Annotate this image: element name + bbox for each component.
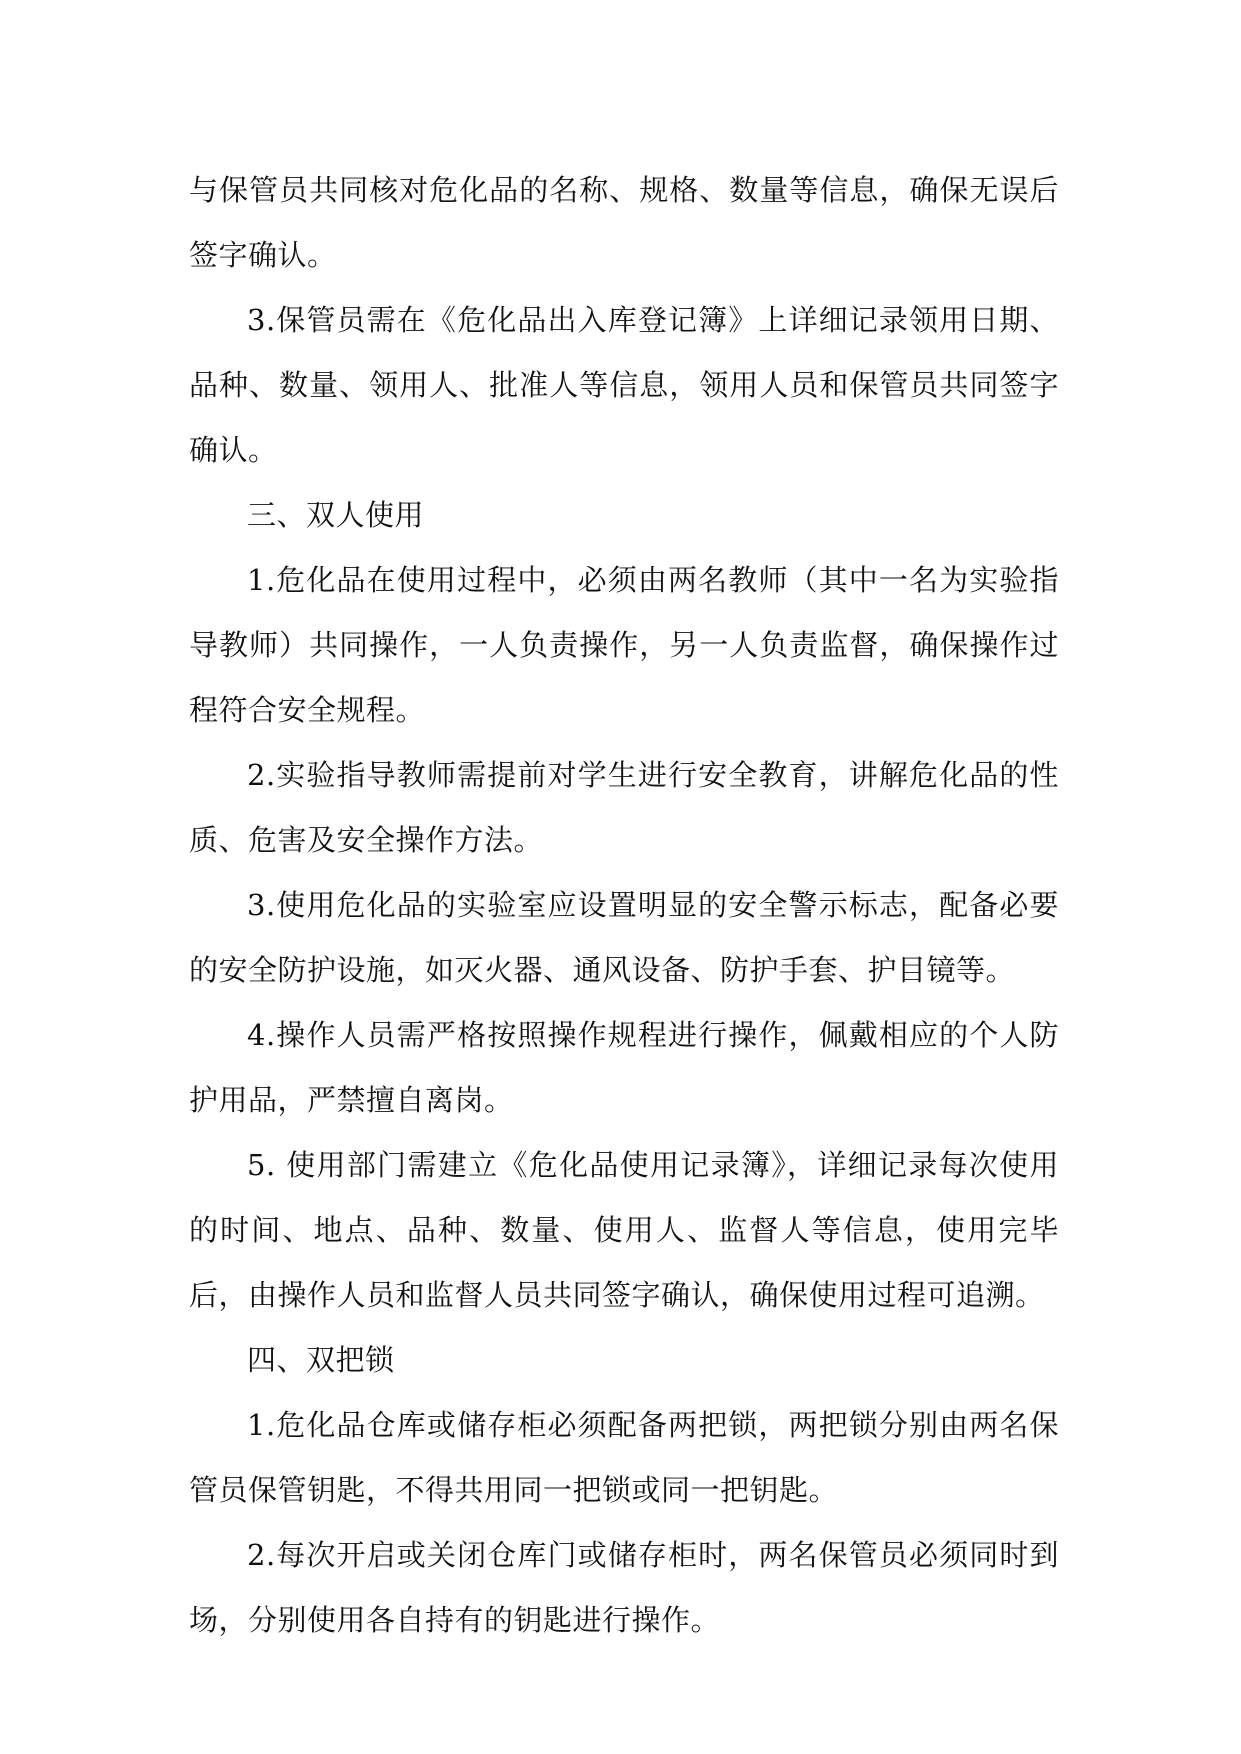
paragraph-item: 1.危化品仓库或储存柜必须配备两把锁，两把锁分别由两名保管员保管钥匙，不得共用同一把锁或同一把钥匙。 xyxy=(189,1408,1059,1507)
paragraph-item: 1.危化品在使用过程中，必须由两名教师（其中一名为实验指导教师）共同操作，一人负责操作，另一人负责监督，确保操作过程符合安全规程。 xyxy=(189,563,1059,727)
paragraph-item: 2.每次开启或关闭仓库门或储存柜时，两名保管员必须同时到场，分别使用各自持有的钥匙进行操作。 xyxy=(189,1538,1059,1637)
document-body xyxy=(189,158,1059,1653)
paragraph-item: 3.保管员需在《危化品出入库登记簿》上详细记录领用日期、品种、数量、领用人、批准人等信息，领用人员和保管员共同签字确认。 xyxy=(189,303,1059,467)
paragraph-item: 3.使用危化品的实验室应设置明显的安全警示标志，配备必要的安全防护设施，如灭火器、通风设备、防护手套、护目镜等。 xyxy=(189,888,1059,987)
paragraph-continuation: 与保管员共同核对危化品的名称、规格、数量等信息，确保无误后签字确认。 xyxy=(189,173,1059,272)
section-heading: 三、双人使用 xyxy=(247,498,425,532)
paragraph-item: 5. 使用部门需建立《危化品使用记录簿》，详细记录每次使用的时间、地点、品种、数量、使用人、监督人等信息，使用完毕后，由操作人员和监督人员共同签字确认，确保使用过程可追溯。 xyxy=(189,1148,1059,1312)
paragraph-item: 2.实验指导教师需提前对学生进行安全教育，讲解危化品的性质、危害及安全操作方法。 xyxy=(189,758,1059,857)
paragraph-item: 4.操作人员需严格按照操作规程进行操作，佩戴相应的个人防护用品，严禁擅自离岗。 xyxy=(189,1018,1059,1117)
section-heading: 四、双把锁 xyxy=(247,1343,395,1377)
